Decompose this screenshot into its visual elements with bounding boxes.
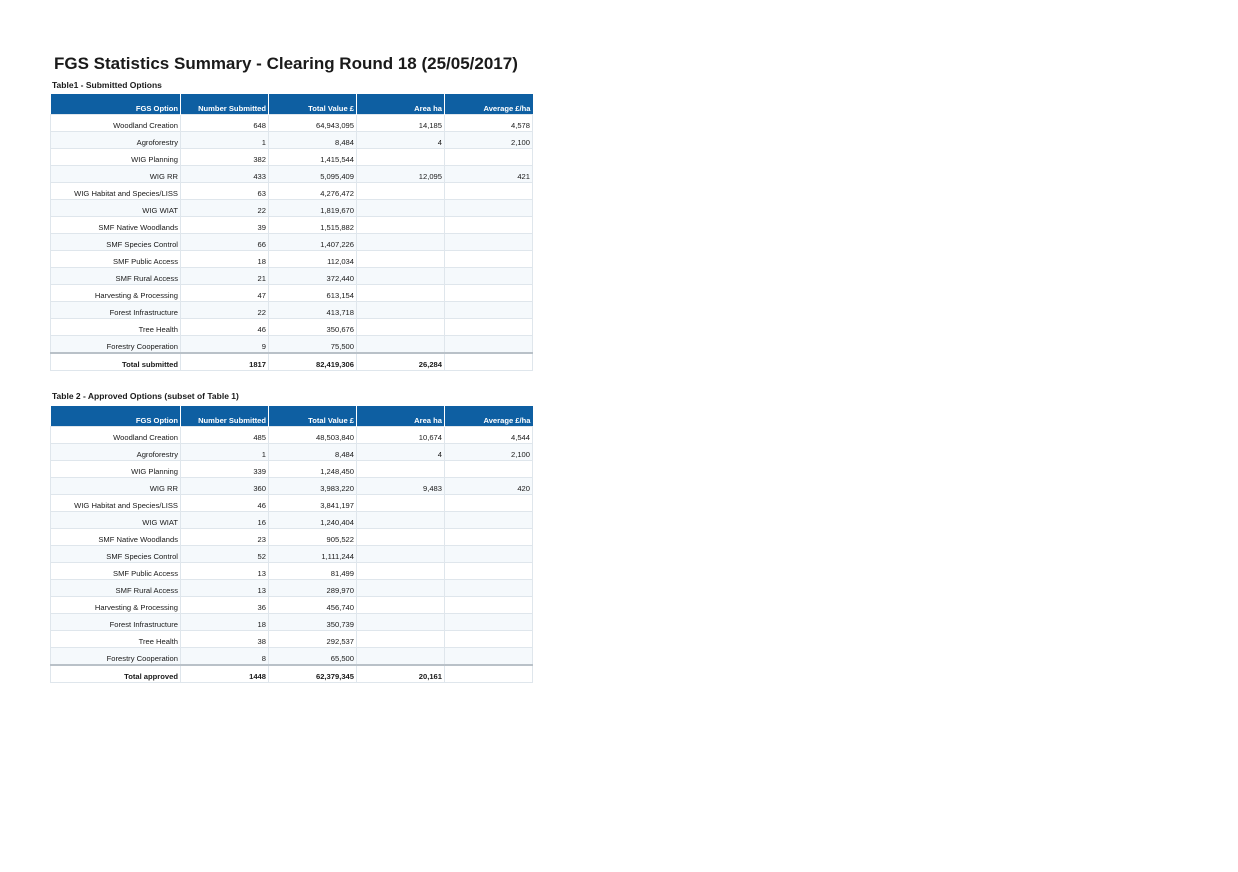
cell-fgs-option: Forestry Cooperation	[51, 648, 181, 666]
cell-fgs-option: Agroforestry	[51, 444, 181, 461]
cell-average-per-ha	[445, 302, 533, 319]
cell-fgs-option: WIG RR	[51, 478, 181, 495]
cell-average-per-ha	[445, 149, 533, 166]
cell-fgs-option: SMF Public Access	[51, 251, 181, 268]
total-row	[51, 665, 533, 683]
cell-number-submitted: 46	[181, 495, 269, 512]
cell-area-ha	[357, 631, 445, 648]
table-row	[51, 444, 533, 461]
table-row	[51, 512, 533, 529]
cell-fgs-option: SMF Rural Access	[51, 268, 181, 285]
total-cell-total-value: 62,379,345	[269, 665, 357, 683]
cell-average-per-ha: 421	[445, 166, 533, 183]
cell-average-per-ha	[445, 631, 533, 648]
cell-total-value: 905,522	[269, 529, 357, 546]
cell-area-ha	[357, 495, 445, 512]
cell-fgs-option: WIG Planning	[51, 461, 181, 478]
table-row	[51, 200, 533, 217]
table-row	[51, 495, 533, 512]
cell-average-per-ha	[445, 183, 533, 200]
cell-average-per-ha	[445, 285, 533, 302]
cell-area-ha	[357, 200, 445, 217]
total-cell-average-per-ha	[445, 665, 533, 683]
cell-number-submitted: 13	[181, 563, 269, 580]
table-row	[51, 285, 533, 302]
cell-fgs-option: Agroforestry	[51, 132, 181, 149]
cell-total-value: 1,111,244	[269, 546, 357, 563]
cell-area-ha	[357, 319, 445, 336]
table-header-row	[51, 94, 533, 115]
table-row	[51, 115, 533, 132]
cell-fgs-option: SMF Species Control	[51, 546, 181, 563]
cell-total-value: 4,276,472	[269, 183, 357, 200]
table-row	[51, 302, 533, 319]
cell-total-value: 8,484	[269, 444, 357, 461]
cell-fgs-option: Woodland Creation	[51, 427, 181, 444]
cell-average-per-ha	[445, 319, 533, 336]
table-row	[51, 132, 533, 149]
cell-average-per-ha: 2,100	[445, 132, 533, 149]
cell-total-value: 289,970	[269, 580, 357, 597]
table-row	[51, 461, 533, 478]
cell-fgs-option: Forestry Cooperation	[51, 336, 181, 354]
cell-area-ha: 4	[357, 444, 445, 461]
table-row	[51, 336, 533, 354]
table-row	[51, 478, 533, 495]
cell-area-ha	[357, 597, 445, 614]
total-cell-area-ha: 20,161	[357, 665, 445, 683]
submitted-options-table	[50, 94, 533, 371]
column-header-area-ha: Area ha	[357, 94, 445, 115]
cell-area-ha	[357, 614, 445, 631]
cell-fgs-option: WIG Habitat and Species/LISS	[51, 495, 181, 512]
cell-average-per-ha	[445, 461, 533, 478]
column-header-average-per-ha: Average £/ha	[445, 406, 533, 427]
cell-number-submitted: 39	[181, 217, 269, 234]
total-row	[51, 353, 533, 371]
cell-average-per-ha	[445, 580, 533, 597]
cell-number-submitted: 18	[181, 251, 269, 268]
table-caption-submitted: Table1 - Submitted Options	[52, 80, 162, 90]
table-row	[51, 149, 533, 166]
cell-average-per-ha	[445, 234, 533, 251]
column-header-fgs-option: FGS Option	[51, 94, 181, 115]
cell-number-submitted: 66	[181, 234, 269, 251]
cell-total-value: 3,983,220	[269, 478, 357, 495]
table-row	[51, 563, 533, 580]
cell-total-value: 64,943,095	[269, 115, 357, 132]
cell-area-ha	[357, 336, 445, 354]
cell-fgs-option: WIG WIAT	[51, 200, 181, 217]
table-row	[51, 546, 533, 563]
cell-number-submitted: 16	[181, 512, 269, 529]
cell-number-submitted: 46	[181, 319, 269, 336]
cell-total-value: 1,819,670	[269, 200, 357, 217]
cell-area-ha	[357, 512, 445, 529]
cell-area-ha: 12,095	[357, 166, 445, 183]
cell-number-submitted: 8	[181, 648, 269, 666]
cell-average-per-ha	[445, 546, 533, 563]
table-row	[51, 529, 533, 546]
cell-fgs-option: Woodland Creation	[51, 115, 181, 132]
table-row	[51, 319, 533, 336]
cell-total-value: 292,537	[269, 631, 357, 648]
cell-area-ha	[357, 234, 445, 251]
cell-fgs-option: SMF Public Access	[51, 563, 181, 580]
cell-total-value: 456,740	[269, 597, 357, 614]
cell-area-ha	[357, 563, 445, 580]
cell-average-per-ha	[445, 597, 533, 614]
cell-total-value: 350,676	[269, 319, 357, 336]
cell-number-submitted: 9	[181, 336, 269, 354]
total-cell-area-ha: 26,284	[357, 353, 445, 371]
table-row	[51, 234, 533, 251]
cell-area-ha	[357, 217, 445, 234]
cell-average-per-ha	[445, 648, 533, 666]
cell-average-per-ha	[445, 512, 533, 529]
table-row	[51, 648, 533, 666]
table-row	[51, 631, 533, 648]
column-header-fgs-option: FGS Option	[51, 406, 181, 427]
cell-number-submitted: 1	[181, 132, 269, 149]
cell-average-per-ha: 420	[445, 478, 533, 495]
cell-total-value: 81,499	[269, 563, 357, 580]
cell-total-value: 48,503,840	[269, 427, 357, 444]
table-header-row	[51, 406, 533, 427]
cell-area-ha: 9,483	[357, 478, 445, 495]
cell-number-submitted: 22	[181, 302, 269, 319]
cell-average-per-ha	[445, 217, 533, 234]
cell-number-submitted: 36	[181, 597, 269, 614]
cell-total-value: 413,718	[269, 302, 357, 319]
cell-fgs-option: Forest Infrastructure	[51, 614, 181, 631]
table-row	[51, 268, 533, 285]
cell-number-submitted: 433	[181, 166, 269, 183]
cell-total-value: 350,739	[269, 614, 357, 631]
cell-number-submitted: 360	[181, 478, 269, 495]
table-row	[51, 183, 533, 200]
column-header-number-submitted: Number Submitted	[181, 94, 269, 115]
table-row	[51, 427, 533, 444]
total-cell-total-value: 82,419,306	[269, 353, 357, 371]
cell-total-value: 8,484	[269, 132, 357, 149]
cell-area-ha	[357, 302, 445, 319]
cell-average-per-ha: 2,100	[445, 444, 533, 461]
cell-fgs-option: WIG WIAT	[51, 512, 181, 529]
cell-average-per-ha	[445, 268, 533, 285]
page-title: FGS Statistics Summary - Clearing Round 18 (25/05/2017)	[54, 54, 518, 73]
cell-area-ha	[357, 580, 445, 597]
cell-number-submitted: 485	[181, 427, 269, 444]
cell-area-ha: 10,674	[357, 427, 445, 444]
cell-average-per-ha	[445, 614, 533, 631]
cell-average-per-ha	[445, 251, 533, 268]
cell-total-value: 1,515,882	[269, 217, 357, 234]
cell-fgs-option: Tree Health	[51, 319, 181, 336]
cell-fgs-option: WIG RR	[51, 166, 181, 183]
cell-average-per-ha	[445, 529, 533, 546]
cell-fgs-option: Forest Infrastructure	[51, 302, 181, 319]
cell-number-submitted: 382	[181, 149, 269, 166]
cell-total-value: 112,034	[269, 251, 357, 268]
table-row	[51, 251, 533, 268]
table-row	[51, 614, 533, 631]
cell-total-value: 613,154	[269, 285, 357, 302]
total-cell-average-per-ha	[445, 353, 533, 371]
cell-area-ha	[357, 546, 445, 563]
cell-average-per-ha	[445, 336, 533, 354]
cell-area-ha	[357, 251, 445, 268]
column-header-number-submitted: Number Submitted	[181, 406, 269, 427]
cell-area-ha	[357, 268, 445, 285]
cell-average-per-ha	[445, 200, 533, 217]
cell-number-submitted: 18	[181, 614, 269, 631]
cell-number-submitted: 21	[181, 268, 269, 285]
cell-number-submitted: 47	[181, 285, 269, 302]
cell-fgs-option: Tree Health	[51, 631, 181, 648]
cell-total-value: 3,841,197	[269, 495, 357, 512]
table-row	[51, 166, 533, 183]
total-cell-number-submitted: 1817	[181, 353, 269, 371]
column-header-total-value: Total Value £	[269, 94, 357, 115]
cell-number-submitted: 38	[181, 631, 269, 648]
cell-area-ha	[357, 183, 445, 200]
column-header-total-value: Total Value £	[269, 406, 357, 427]
cell-area-ha	[357, 461, 445, 478]
cell-fgs-option: SMF Species Control	[51, 234, 181, 251]
table-row	[51, 597, 533, 614]
cell-total-value: 1,248,450	[269, 461, 357, 478]
table-row	[51, 580, 533, 597]
total-cell-fgs-option: Total approved	[51, 665, 181, 683]
cell-area-ha	[357, 285, 445, 302]
cell-total-value: 75,500	[269, 336, 357, 354]
cell-number-submitted: 23	[181, 529, 269, 546]
cell-number-submitted: 648	[181, 115, 269, 132]
cell-total-value: 1,240,404	[269, 512, 357, 529]
cell-average-per-ha: 4,544	[445, 427, 533, 444]
cell-area-ha	[357, 149, 445, 166]
cell-number-submitted: 22	[181, 200, 269, 217]
cell-fgs-option: SMF Rural Access	[51, 580, 181, 597]
cell-number-submitted: 63	[181, 183, 269, 200]
cell-total-value: 5,095,409	[269, 166, 357, 183]
cell-fgs-option: Harvesting & Processing	[51, 285, 181, 302]
table-row	[51, 217, 533, 234]
cell-average-per-ha	[445, 563, 533, 580]
cell-total-value: 372,440	[269, 268, 357, 285]
cell-total-value: 65,500	[269, 648, 357, 666]
cell-number-submitted: 13	[181, 580, 269, 597]
cell-total-value: 1,407,226	[269, 234, 357, 251]
cell-number-submitted: 1	[181, 444, 269, 461]
cell-area-ha: 14,185	[357, 115, 445, 132]
total-cell-number-submitted: 1448	[181, 665, 269, 683]
cell-average-per-ha: 4,578	[445, 115, 533, 132]
column-header-area-ha: Area ha	[357, 406, 445, 427]
cell-total-value: 1,415,544	[269, 149, 357, 166]
column-header-average-per-ha: Average £/ha	[445, 94, 533, 115]
cell-number-submitted: 339	[181, 461, 269, 478]
cell-average-per-ha	[445, 495, 533, 512]
cell-fgs-option: Harvesting & Processing	[51, 597, 181, 614]
cell-area-ha	[357, 529, 445, 546]
cell-fgs-option: SMF Native Woodlands	[51, 529, 181, 546]
total-cell-fgs-option: Total submitted	[51, 353, 181, 371]
cell-fgs-option: SMF Native Woodlands	[51, 217, 181, 234]
cell-number-submitted: 52	[181, 546, 269, 563]
table-caption-approved: Table 2 - Approved Options (subset of Table 1)	[52, 391, 239, 401]
cell-fgs-option: WIG Habitat and Species/LISS	[51, 183, 181, 200]
cell-fgs-option: WIG Planning	[51, 149, 181, 166]
cell-area-ha	[357, 648, 445, 666]
approved-options-table	[50, 406, 533, 683]
cell-area-ha: 4	[357, 132, 445, 149]
